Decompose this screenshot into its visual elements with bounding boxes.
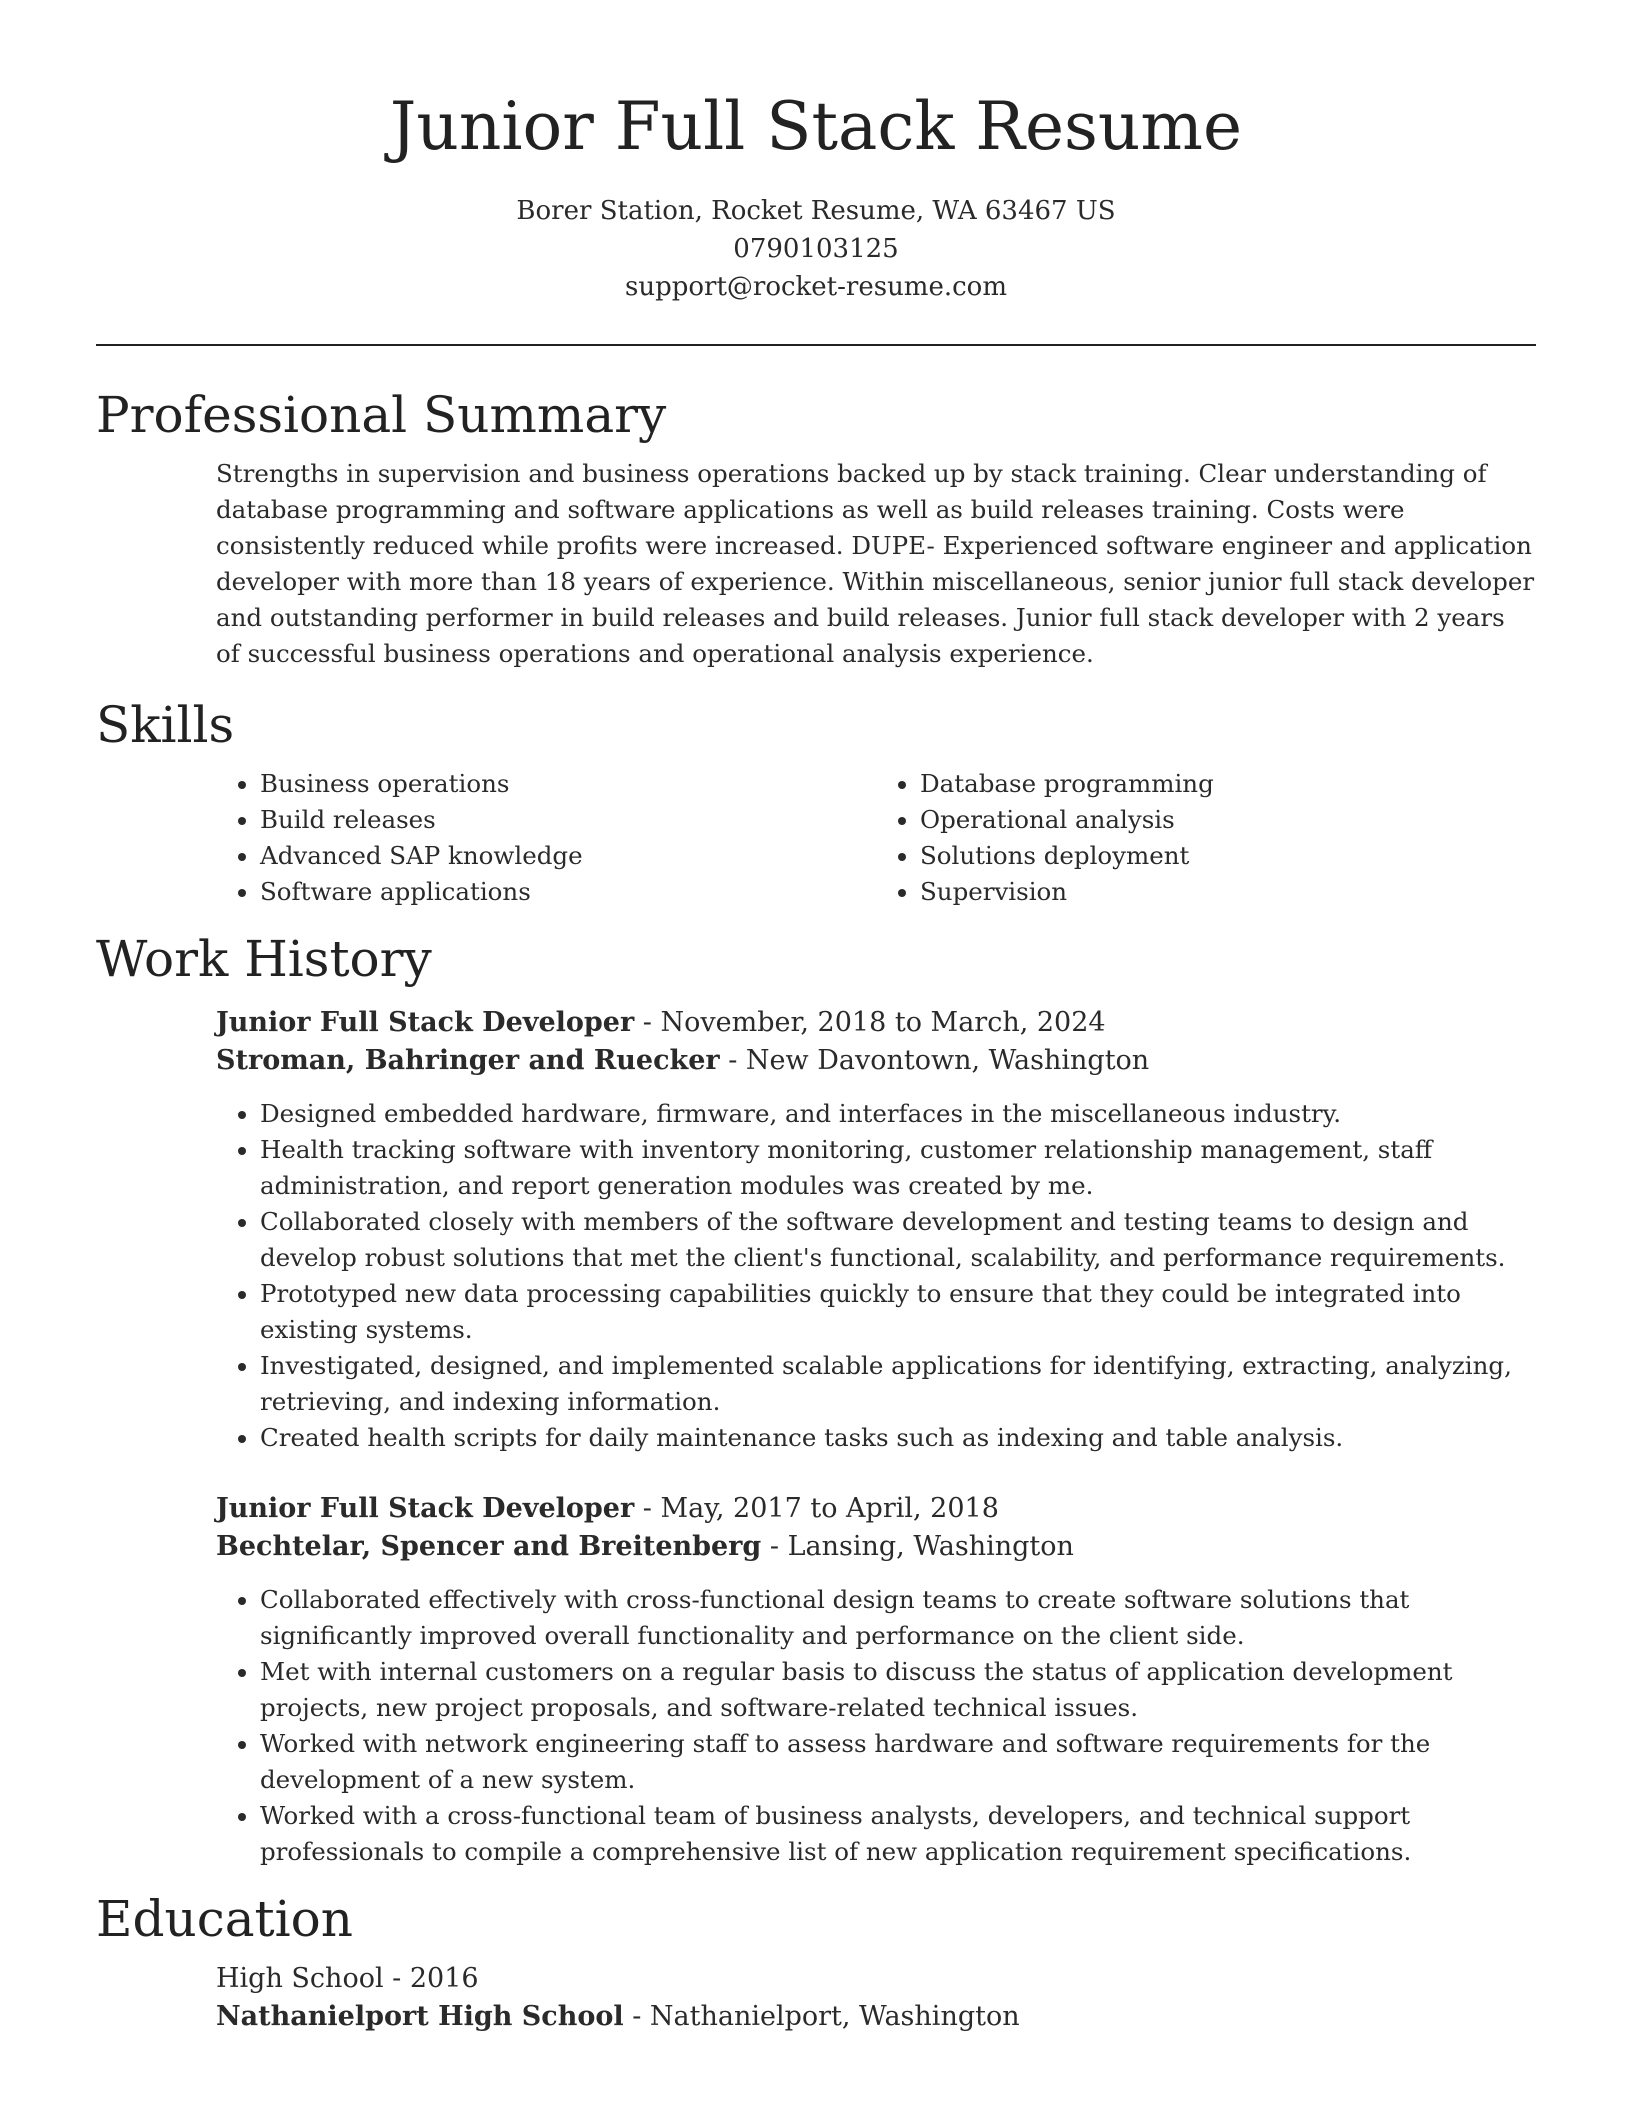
employer-location: - Lansing, Washington — [761, 1531, 1074, 1562]
contact-email: support@rocket-resume.com — [624, 272, 1007, 302]
education-degree-line — [216, 1960, 1536, 1998]
education-heading: Education — [96, 1890, 353, 1948]
graduation-year: - 2016 — [383, 1963, 479, 1994]
skill-item: • Build releases — [260, 802, 876, 838]
skill-item: • Advanced SAP knowledge — [260, 838, 876, 874]
job-bullets — [216, 1096, 1536, 1456]
job-title: Junior Full Stack Developer — [216, 1007, 635, 1038]
skills-left-column — [216, 766, 876, 910]
job-bullet: • Worked with network engineering staff to assess hardware and software requirements for the development of a new system. — [260, 1726, 1536, 1798]
summary-section — [96, 384, 1536, 672]
skill-item: • Business operations — [260, 766, 876, 802]
resume-title: Junior Full Stack Resume — [389, 88, 1243, 165]
employer-location: - New Davontown, Washington — [719, 1045, 1150, 1076]
contact-address: Borer Station, Rocket Resume, WA 63467 US — [516, 196, 1116, 226]
job-bullets — [216, 1582, 1536, 1870]
job-dates: - November, 2018 to March, 2024 — [634, 1007, 1106, 1038]
job-bullet: • Met with internal customers on a regular basis to discuss the status of application development projects, new project proposals, and software-related technical issues. — [260, 1654, 1536, 1726]
job-entry — [216, 1004, 1536, 1456]
education-section — [96, 1888, 1536, 2036]
skill-item: • Supervision — [920, 874, 1536, 910]
job-bullet: • Investigated, designed, and implemented scalable applications for identifying, extracting, analyzing, retrieving, and indexing information. — [260, 1348, 1536, 1420]
skills-section — [96, 694, 1536, 910]
skills-heading: Skills — [96, 696, 235, 754]
job-bullet: • Prototyped new data processing capabilities quickly to ensure that they could be integrated into existing systems. — [260, 1276, 1536, 1348]
job-title-line — [216, 1490, 1536, 1528]
work-history-section — [96, 928, 1536, 1870]
skills-right-column — [876, 766, 1536, 910]
education-school-line — [216, 1998, 1536, 2036]
employer-name: Stroman, Bahringer and Ruecker — [216, 1045, 720, 1076]
skill-item: • Solutions deployment — [920, 838, 1536, 874]
employer-name: Bechtelar, Spencer and Breitenberg — [216, 1531, 762, 1562]
job-employer-line — [216, 1528, 1536, 1566]
skills-columns — [216, 766, 1536, 910]
job-title-line — [216, 1004, 1536, 1042]
resume-header — [96, 0, 1536, 306]
job-bullet: • Collaborated effectively with cross-functional design teams to create software solutions that significantly improved overall functionality and performance on the client side. — [260, 1582, 1536, 1654]
summary-heading: Professional Summary — [96, 386, 667, 444]
skill-item: • Database programming — [920, 766, 1536, 802]
job-dates: - May, 2017 to April, 2018 — [634, 1493, 999, 1524]
school-name: Nathanielport High School — [216, 2001, 624, 2032]
skill-item: • Operational analysis — [920, 802, 1536, 838]
job-bullet: • Health tracking software with inventory monitoring, customer relationship management, staff administration, and report generation modules was created by me. — [260, 1132, 1536, 1204]
job-bullet: • Designed embedded hardware, firmware, and interfaces in the miscellaneous industry. — [260, 1096, 1536, 1132]
job-bullet: • Collaborated closely with members of the software development and testing teams to design and develop robust solutions that met the client's functional, scalability, and performance requirements. — [260, 1204, 1536, 1276]
summary-text: Strengths in supervision and business operations backed up by stack training. Clear understanding of database programming and software applications as well as build releases training. Costs were consistently reduced while profits were increased. DUPE- Experienced software engineer and application developer with more than 18 years of experience. Within miscellaneous, senior junior full stack developer and outstanding performer in build releases and build releases. Junior full stack developer with 2 years of successful business operations and operational analysis experience. — [216, 459, 1535, 668]
contact-phone: 0790103125 — [733, 234, 899, 264]
skill-item: • Software applications — [260, 874, 876, 910]
job-entry — [216, 1490, 1536, 1870]
job-employer-line — [216, 1042, 1536, 1080]
school-location: - Nathanielport, Washington — [623, 2001, 1020, 2032]
job-title: Junior Full Stack Developer — [216, 1493, 635, 1524]
degree: High School — [216, 1963, 384, 1994]
work-history-heading: Work History — [96, 930, 432, 988]
header-divider — [96, 344, 1536, 346]
education-entry — [216, 1960, 1536, 2036]
job-bullet: • Created health scripts for daily maintenance tasks such as indexing and table analysis. — [260, 1420, 1536, 1456]
job-bullet: • Worked with a cross-functional team of business analysts, developers, and technical support professionals to compile a comprehensive list of new application requirement specifications. — [260, 1798, 1536, 1870]
